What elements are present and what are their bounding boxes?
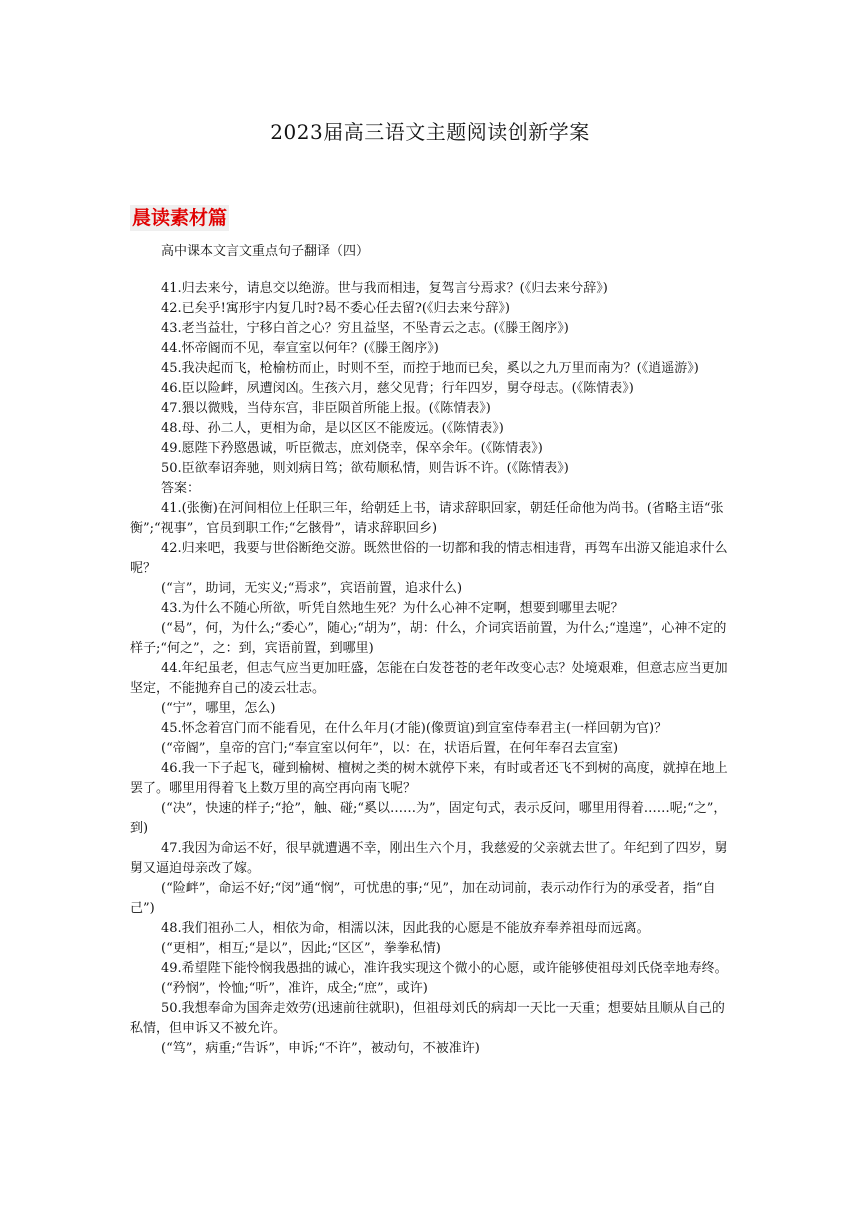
paragraph: 45.我决起而飞，枪榆枋而止，时则不至，而控于地而已矣，奚以之九万里而南为？(《逍遥游》) [161, 361, 699, 376]
answer-heading: 答案： [161, 481, 201, 496]
answer-note: (“决”，快速的样子;“抢”，触、碰;“奚以……为”，固定句式，表示反问，哪里用得着……呢;“之”，到) [130, 801, 727, 836]
paragraph: 48.母、孙二人，更相为命，是以区区不能废远。(《陈情表》) [161, 421, 504, 436]
answer-paragraph: 49.希望陛下能怜悯我愚拙的诚心，准许我实现这个微小的心愿，或许能够使祖母刘氏侥幸地寿终。 [161, 961, 728, 976]
answer-note: (“曷”，何，为什么;“委心”，随心;“胡为”，胡：什么，介词宾语前置，为什么;“遑遑”，心神不定的样子;“何之”，之：到，宾语前置，到哪里) [130, 621, 727, 656]
answer-paragraph: 46.我一下子起飞，碰到榆树、檀树之类的树木就停下来，有时或者还飞不到树的高度，就掉在地上罢了。哪里用得着飞上数万里的高空再向南飞呢？ [130, 761, 728, 796]
answer-paragraph: 41.(张衡)在河间相位上任职三年，给朝廷上书，请求辞职回家，朝廷任命他为尚书。(省略主语“张衡”;“视事”，官员到职工作;“乞骸骨”，请求辞职回乡) [130, 501, 724, 536]
answer-paragraph: 47.我因为命运不好，很早就遭遇不幸，刚出生六个月，我慈爱的父亲就去世了。年纪到了四岁，舅舅又逼迫母亲改了嫁。 [130, 841, 728, 876]
answer-paragraph: 42.归来吧，我要与世俗断绝交游。既然世俗的一切都和我的情志相违背，再驾车出游又能追求什么呢？ [130, 541, 728, 576]
answer-note: (“言”，助词，无实义;“焉求”，宾语前置，追求什么) [161, 581, 463, 596]
answer-note: (“矜悯”，怜恤;“听”，准许，成全;“庶”，或许) [161, 981, 428, 996]
answer-note: (“笃”，病重;“告诉”，申诉;“不许”，被动句，不被准许) [161, 1041, 480, 1056]
document-body [130, 279, 730, 1059]
answer-paragraph: 44.年纪虽老，但志气应当更加旺盛，怎能在白发苍苍的老年改变心志？处境艰难，但意志应当更加坚定，不能抛弃自己的凌云壮志。 [130, 661, 728, 696]
answer-note: (“更相”，相互;“是以”，因此;“区区”，拳拳私情) [161, 941, 441, 956]
paragraph: 46.臣以险衅，夙遭闵凶。生孩六月，慈父见背；行年四岁，舅夺母志。(《陈情表》) [161, 381, 634, 396]
answer-paragraph: 50.我想奉命为国奔走效劳(迅速前往就职)，但祖母刘氏的病却一天比一天重；想要姑且顺从自己的私情，但申诉又不被允许。 [130, 1001, 725, 1036]
paragraph: 50.臣欲奉诏奔驰，则刘病日笃；欲苟顺私情，则告诉不许。(《陈情表》) [161, 461, 569, 476]
paragraph: 42.已矣乎!寓形宇内复几时?曷不委心任去留?(《归去来兮辞》) [161, 301, 510, 316]
paragraph: 49.愿陛下矜愍愚诚，听臣微志，庶刘侥幸，保卒余年。(《陈情表》) [161, 441, 543, 456]
paragraph: 44.怀帝阍而不见，奉宣室以何年？(《滕王阁序》) [161, 341, 439, 356]
answer-paragraph: 48.我们祖孙二人，相依为命，相濡以沫，因此我的心愿是不能放弃奉养祖母而远离。 [161, 921, 650, 936]
section-subtitle: 高中课本文言文重点句子翻译（四） [161, 244, 370, 259]
section-banner: 晨读素材篇 [132, 207, 228, 229]
answer-paragraph: 45.怀念着宫门而不能看见，在什么年月(才能)(像贾谊)到宣室侍奉君主(一样回朝为官)？ [161, 721, 668, 736]
answer-note: (“宁”，哪里，怎么) [161, 701, 276, 716]
answer-note: (“险衅”，命运不好;“闵”通“悯”，可忧患的事;“见”，加在动词前，表示动作行为的承受者，指“自己”) [130, 881, 716, 916]
answer-paragraph: 43.为什么不随心所欲，听凭自然地生死？为什么心神不定啊，想要到哪里去呢？ [161, 601, 624, 616]
document-title: 2023届高三语文主题阅读创新学案 [270, 120, 590, 144]
answer-note: (“帝阍”，皇帝的宫门;“奉宣室以何年”，以：在，状语后置，在何年奉召去宣室) [161, 741, 619, 756]
paragraph: 41.归去来兮，请息交以绝游。世与我而相违，复驾言兮焉求？(《归去来兮辞》) [161, 281, 608, 296]
paragraph: 47.猥以微贱，当侍东宫，非臣陨首所能上报。(《陈情表》) [161, 401, 491, 416]
paragraph: 43.老当益壮，宁移白首之心？穷且益坚，不坠青云之志。(《滕王阁序》) [161, 321, 569, 336]
